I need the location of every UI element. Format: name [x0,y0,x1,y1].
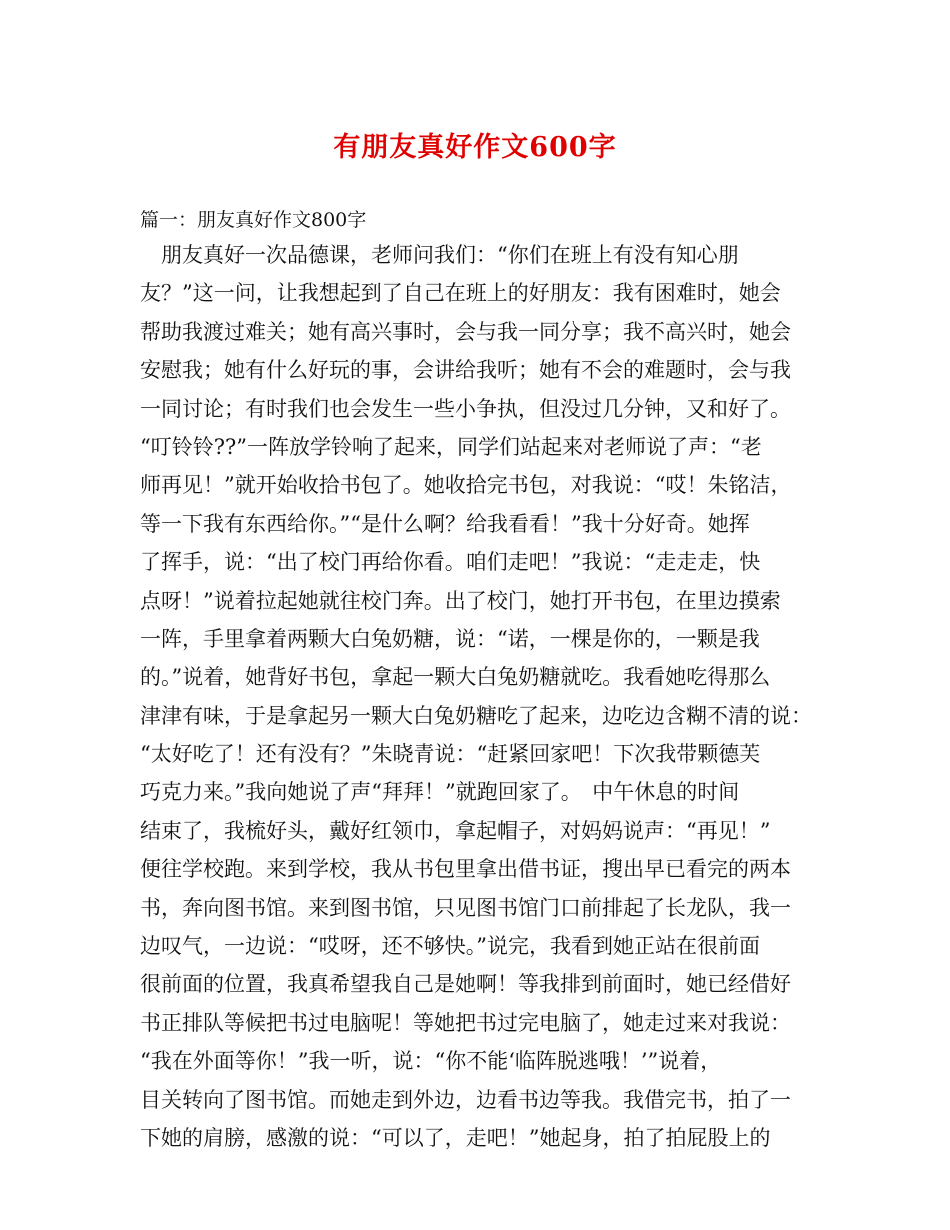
essay-line: 一阵，手里拿着两颗大白兔奶糖，说：“诺，一棵是你的，一颗是我 [140,626,760,651]
essay-line: 师再见！”就开始收拾书包了。她收拾完书包，对我说：“哎！朱铭洁， [140,473,792,498]
essay-line: 点呀！”说着拉起她就往校门奔。出了校门，她打开书包，在里边摸索 [140,588,781,613]
essay-line: “叮铃铃??”一阵放学铃响了起来，同学们站起来对老师说了声：“老 [140,434,762,459]
essay-line: 巧克力来。”我向她说了声“拜拜！”就跑回家了。 中午休息的时间 [140,780,740,805]
essay-body [140,236,830,1157]
essay-line: 了挥手，说：“出了校门再给你看。咱们走吧！”我说：“走走走，快 [140,550,761,575]
essay-line: “太好吃了！还有没有？”朱晓青说：“赶紧回家吧！下次我带颗德芙 [140,742,761,767]
essay-line: 友？”这一问，让我想起到了自己在班上的好朋友：我有困难时，她会 [140,281,781,306]
essay-line: 书正排队等候把书过电脑呢！等她把书过完电脑了，她走过来对我说： [140,1010,791,1035]
essay-line: 边叹气，一边说：“哎呀，还不够快。”说完，我看到她正站在很前面 [140,934,760,959]
essay-line: 便往学校跑。来到学校，我从书包里拿出借书证，搜出早已看完的两本 [140,857,791,882]
essay-line: 下她的肩膀，感激的说：“可以了，走吧！”她起身，拍了拍屁股上的 [140,1125,771,1150]
essay-line: 很前面的位置，我真希望我自己是她啊！等我排到前面时，她已经借好 [140,972,791,997]
essay-line: 结束了，我梳好头，戴好红领巾，拿起帽子，对妈妈说声：“再见！” [140,818,771,843]
essay-line: 目关转向了图书馆。而她走到外边，边看书边等我。我借完书，拍了一 [140,1087,791,1112]
essay-line: 等一下我有东西给你。”“是什么啊？给我看看！”我十分好奇。她挥 [140,511,750,536]
essay-line: 朋友真好一次品德课，老师问我们：“你们在班上有没有知心朋 [140,243,739,267]
section-heading: 篇一：朋友真好作文800字 [140,209,367,231]
essay-line: 一同讨论；有时我们也会发生一些小争执，但没过几分钟，又和好了。 [140,396,791,421]
essay-line: 安慰我；她有什么好玩的事，会讲给我听；她有不会的难题时，会与我 [140,358,791,383]
document-title: 有朋友真好作文600字 [333,132,617,163]
essay-line: “我在外面等你！”我一听，说：“你不能‘临阵脱逃哦！’”说着， [140,1049,722,1074]
essay-line: 的。”说着，她背好书包，拿起一颗大白兔奶糖就吃。我看她吃得那么 [140,665,771,690]
essay-line: 津津有味，于是拿起另一颗大白兔奶糖吃了起来，边吃边含糊不清的说： [140,703,812,728]
essay-line: 书，奔向图书馆。来到图书馆，只见图书馆门口前排起了长龙队，我一 [140,895,791,920]
essay-line: 帮助我渡过难关；她有高兴事时，会与我一同分享；我不高兴时，她会 [140,319,791,344]
